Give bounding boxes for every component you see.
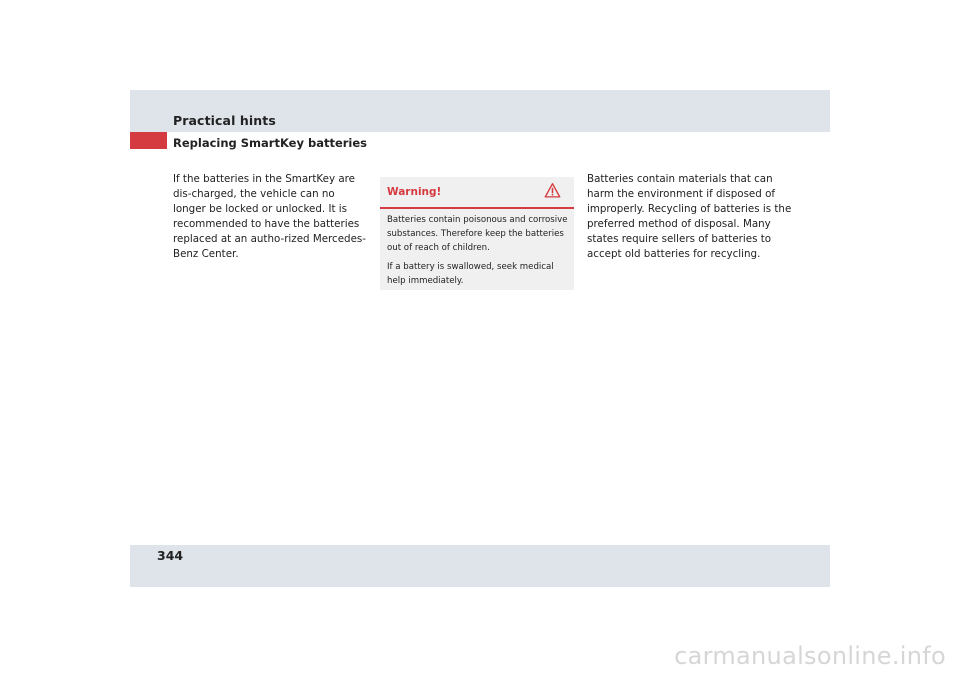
warning-triangle-icon [544,182,561,199]
warning-paragraph: If a battery is swallowed, seek medical help immediately. [387,262,554,286]
section-accent-bar [130,132,167,149]
warning-title: Warning! [387,186,442,198]
page-title: Practical hints [173,113,276,128]
right-column-text: Batteries contain materials that can harm the environment if disposed of improperly. Recycling of batteries is the preferred method of disposal. Many states require sellers of batteries to accept old batteries for recycling. [587,173,792,260]
footer-band [130,545,830,587]
left-column-text: If the batteries in the SmartKey are dis-charged, the vehicle can no longer be locked or unlocked. It is recommended to have the batteries replaced at an autho-rized Mercedes-Benz Center. [173,173,367,260]
warning-divider [380,207,574,209]
warning-box [380,177,574,290]
section-title: Replacing SmartKey batteries [173,136,368,150]
watermark-text: carmanualsonline.info [674,642,946,670]
page-number: 344 [157,548,184,563]
warning-paragraph: Batteries contain poisonous and corrosive substances. Therefore keep the batteries out of reach of children. [387,215,568,253]
